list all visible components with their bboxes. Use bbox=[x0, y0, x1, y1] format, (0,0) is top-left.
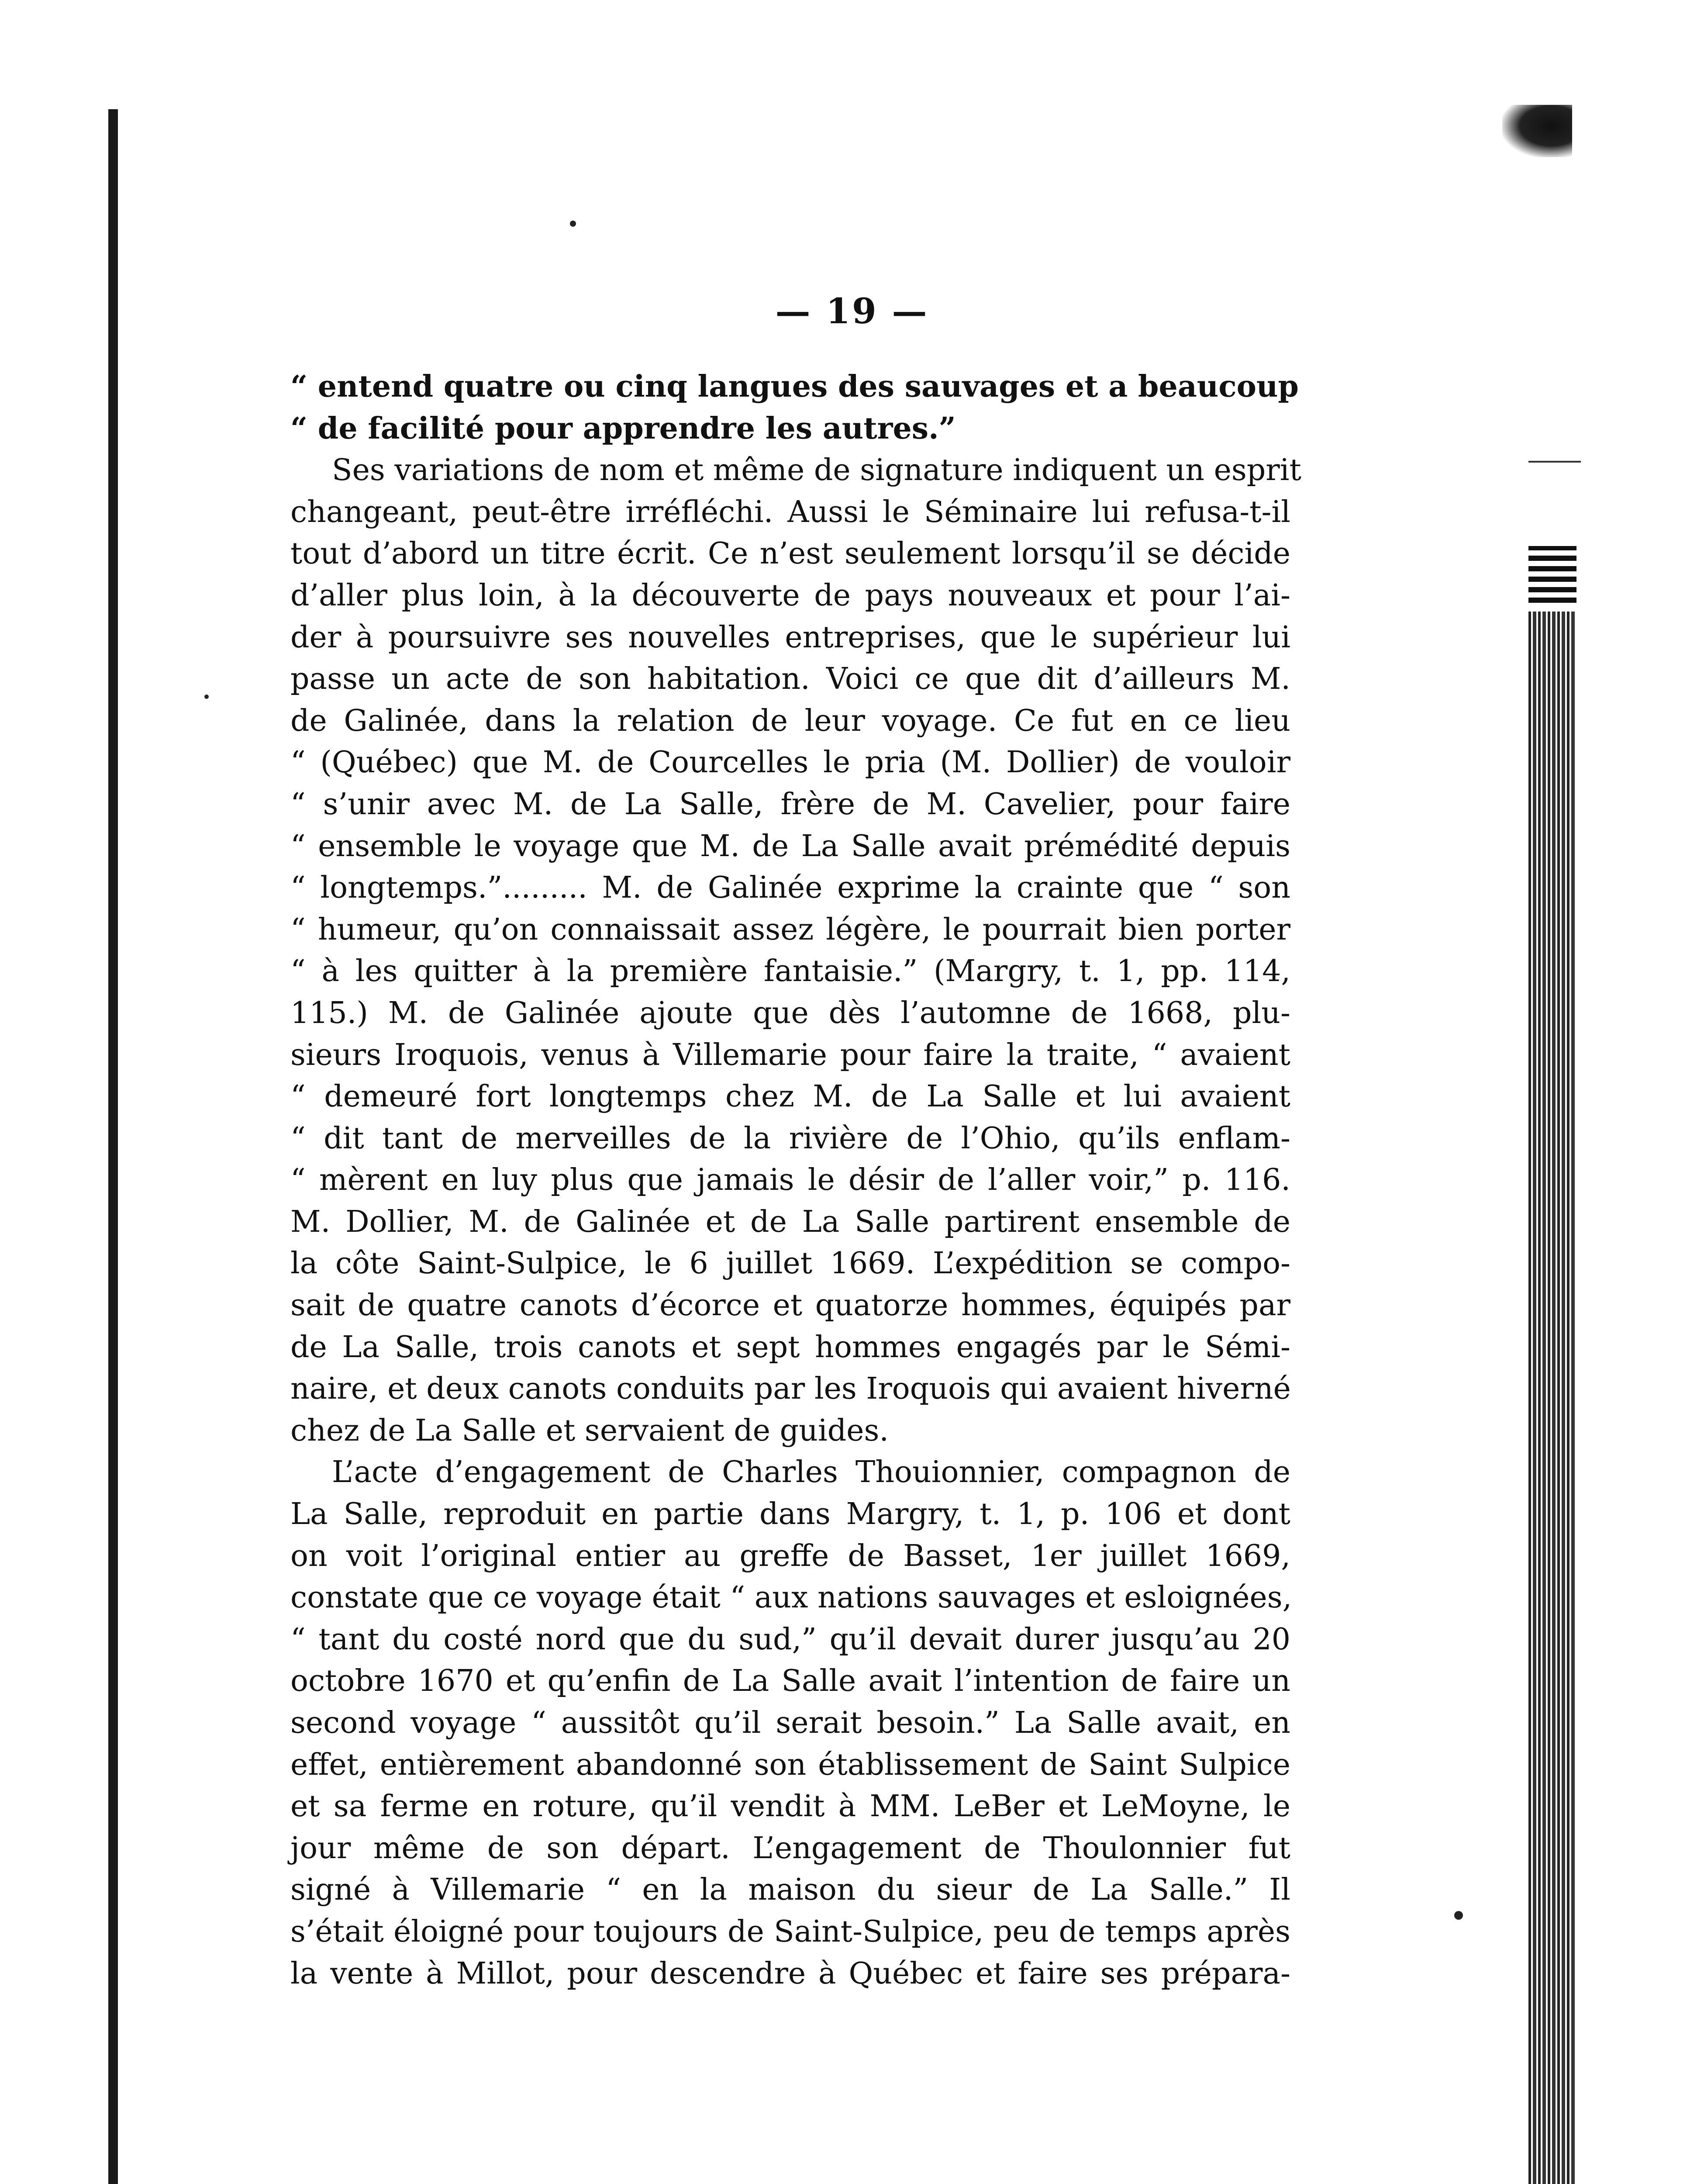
text-line: jour même de son départ. L’engagement de Thoulonnier fut bbox=[290, 1831, 1290, 1866]
text-line: la vente à Millot, pour descendre à Québec et faire ses prépara- bbox=[290, 1956, 1290, 1991]
text-line: “ longtemps.”......... M. de Galinée exprime la crainte que “ son bbox=[290, 871, 1290, 905]
text-line: Ses variations de nom et même de signature indiquent un esprit bbox=[332, 453, 1301, 488]
text-line: la côte Saint-Sulpice, le 6 juillet 1669. L’expédition se compo- bbox=[290, 1246, 1290, 1281]
text-line: “ mèrent en luy plus que jamais le désir de l’aller voir,” p. 116. bbox=[290, 1163, 1290, 1198]
body-text bbox=[290, 366, 1301, 1994]
text-line: passe un acte de son habitation. Voici ce que dit d’ailleurs M. bbox=[290, 662, 1290, 697]
scan-edge-stripes bbox=[1528, 546, 1576, 603]
text-line: sieurs Iroquois, venus à Villemarie pour faire la traite, “ avaient bbox=[290, 1037, 1290, 1072]
scan-corner-blot bbox=[1502, 105, 1572, 157]
text-line: “ (Québec) que M. de Courcelles le pria (M. Dollier) de vouloir bbox=[290, 745, 1290, 780]
text-line: “ à les quitter à la première fantaisie.” (Margry, t. 1, pp. 114, bbox=[290, 954, 1290, 989]
text-line: constate que ce voyage était “ aux nations sauvages et esloignées, bbox=[290, 1580, 1292, 1615]
text-line: de La Salle, trois canots et sept hommes engagés par le Sémi- bbox=[290, 1330, 1290, 1365]
text-line: octobre 1670 et qu’enfin de La Salle avait l’intention de faire un bbox=[290, 1664, 1290, 1699]
text-line: on voit l’original entier au greffe de Basset, 1er juillet 1669, bbox=[290, 1538, 1290, 1573]
text-line: “ demeuré fort longtemps chez M. de La Salle et lui avaient bbox=[290, 1079, 1290, 1114]
text-line: “ de facilité pour apprendre les autres.” bbox=[290, 411, 956, 446]
text-line: signé à Villemarie “ en la maison du sieur de La Salle.” Il bbox=[290, 1873, 1290, 1908]
scan-speck bbox=[1454, 1911, 1463, 1920]
text-line: second voyage “ aussitôt qu’il serait besoin.” La Salle avait, en bbox=[290, 1706, 1290, 1740]
scan-edge-rule bbox=[1528, 461, 1581, 463]
text-line: de Galinée, dans la relation de leur voyage. Ce fut en ce lieu bbox=[290, 703, 1290, 738]
text-line: changeant, peut-être irréfléchi. Aussi le Séminaire lui refusa-t-il bbox=[290, 494, 1290, 529]
scan-speck bbox=[570, 221, 576, 227]
text-line: “ humeur, qu’on connaissait assez légère, le pourrait bien porter bbox=[290, 912, 1290, 947]
scan-speck bbox=[204, 695, 209, 699]
text-line: s’était éloigné pour toujours de Saint-Sulpice, peu de temps après bbox=[290, 1914, 1290, 1949]
text-line: M. Dollier, M. de Galinée et de La Salle partirent ensemble de bbox=[290, 1204, 1290, 1239]
text-line: chez de La Salle et servaient de guides. bbox=[290, 1413, 889, 1448]
text-line: sait de quatre canots d’écorce et quatorze hommes, équipés par bbox=[290, 1288, 1290, 1323]
text-line: “ tant du costé nord que du sud,” qu’il devait durer jusqu’au 20 bbox=[290, 1622, 1290, 1657]
text-line: “ dit tant de merveilles de la rivière de l’Ohio, qu’ils enflam- bbox=[290, 1121, 1290, 1156]
text-line: tout d’abord un titre écrit. Ce n’est seulement lorsqu’il se décide bbox=[290, 536, 1290, 571]
text-line: La Salle, reproduit en partie dans Margry, t. 1, p. 106 et dont bbox=[290, 1497, 1290, 1532]
text-line: “ s’unir avec M. de La Salle, frère de M. Cavelier, pour faire bbox=[290, 787, 1290, 822]
text-line: L’acte d’engagement de Charles Thouionnier, compagnon de bbox=[332, 1455, 1290, 1490]
scan-edge-left bbox=[108, 109, 118, 2184]
scan-edge-right bbox=[1528, 612, 1576, 2184]
text-line: naire, et deux canots conduits par les Iroquois qui avaient hiverné bbox=[290, 1372, 1291, 1406]
text-line: der à poursuivre ses nouvelles entreprises, que le supérieur lui bbox=[290, 620, 1290, 655]
text-line: 115.) M. de Galinée ajoute que dès l’automne de 1668, plu- bbox=[290, 995, 1290, 1030]
text-line: d’aller plus loin, à la découverte de pays nouveaux et pour l’ai- bbox=[290, 578, 1290, 613]
text-line: “ entend quatre ou cinq langues des sauvages et a beaucoup bbox=[290, 369, 1299, 404]
page-number: — 19 — bbox=[775, 290, 929, 332]
text-line: effet, entièrement abandonné son établissement de Saint Sulpice bbox=[290, 1747, 1290, 1782]
text-line: “ ensemble le voyage que M. de La Salle avait prémédité depuis bbox=[290, 829, 1290, 864]
text-line: et sa ferme en roture, qu’il vendit à MM. LeBer et LeMoyne, le bbox=[290, 1789, 1290, 1824]
